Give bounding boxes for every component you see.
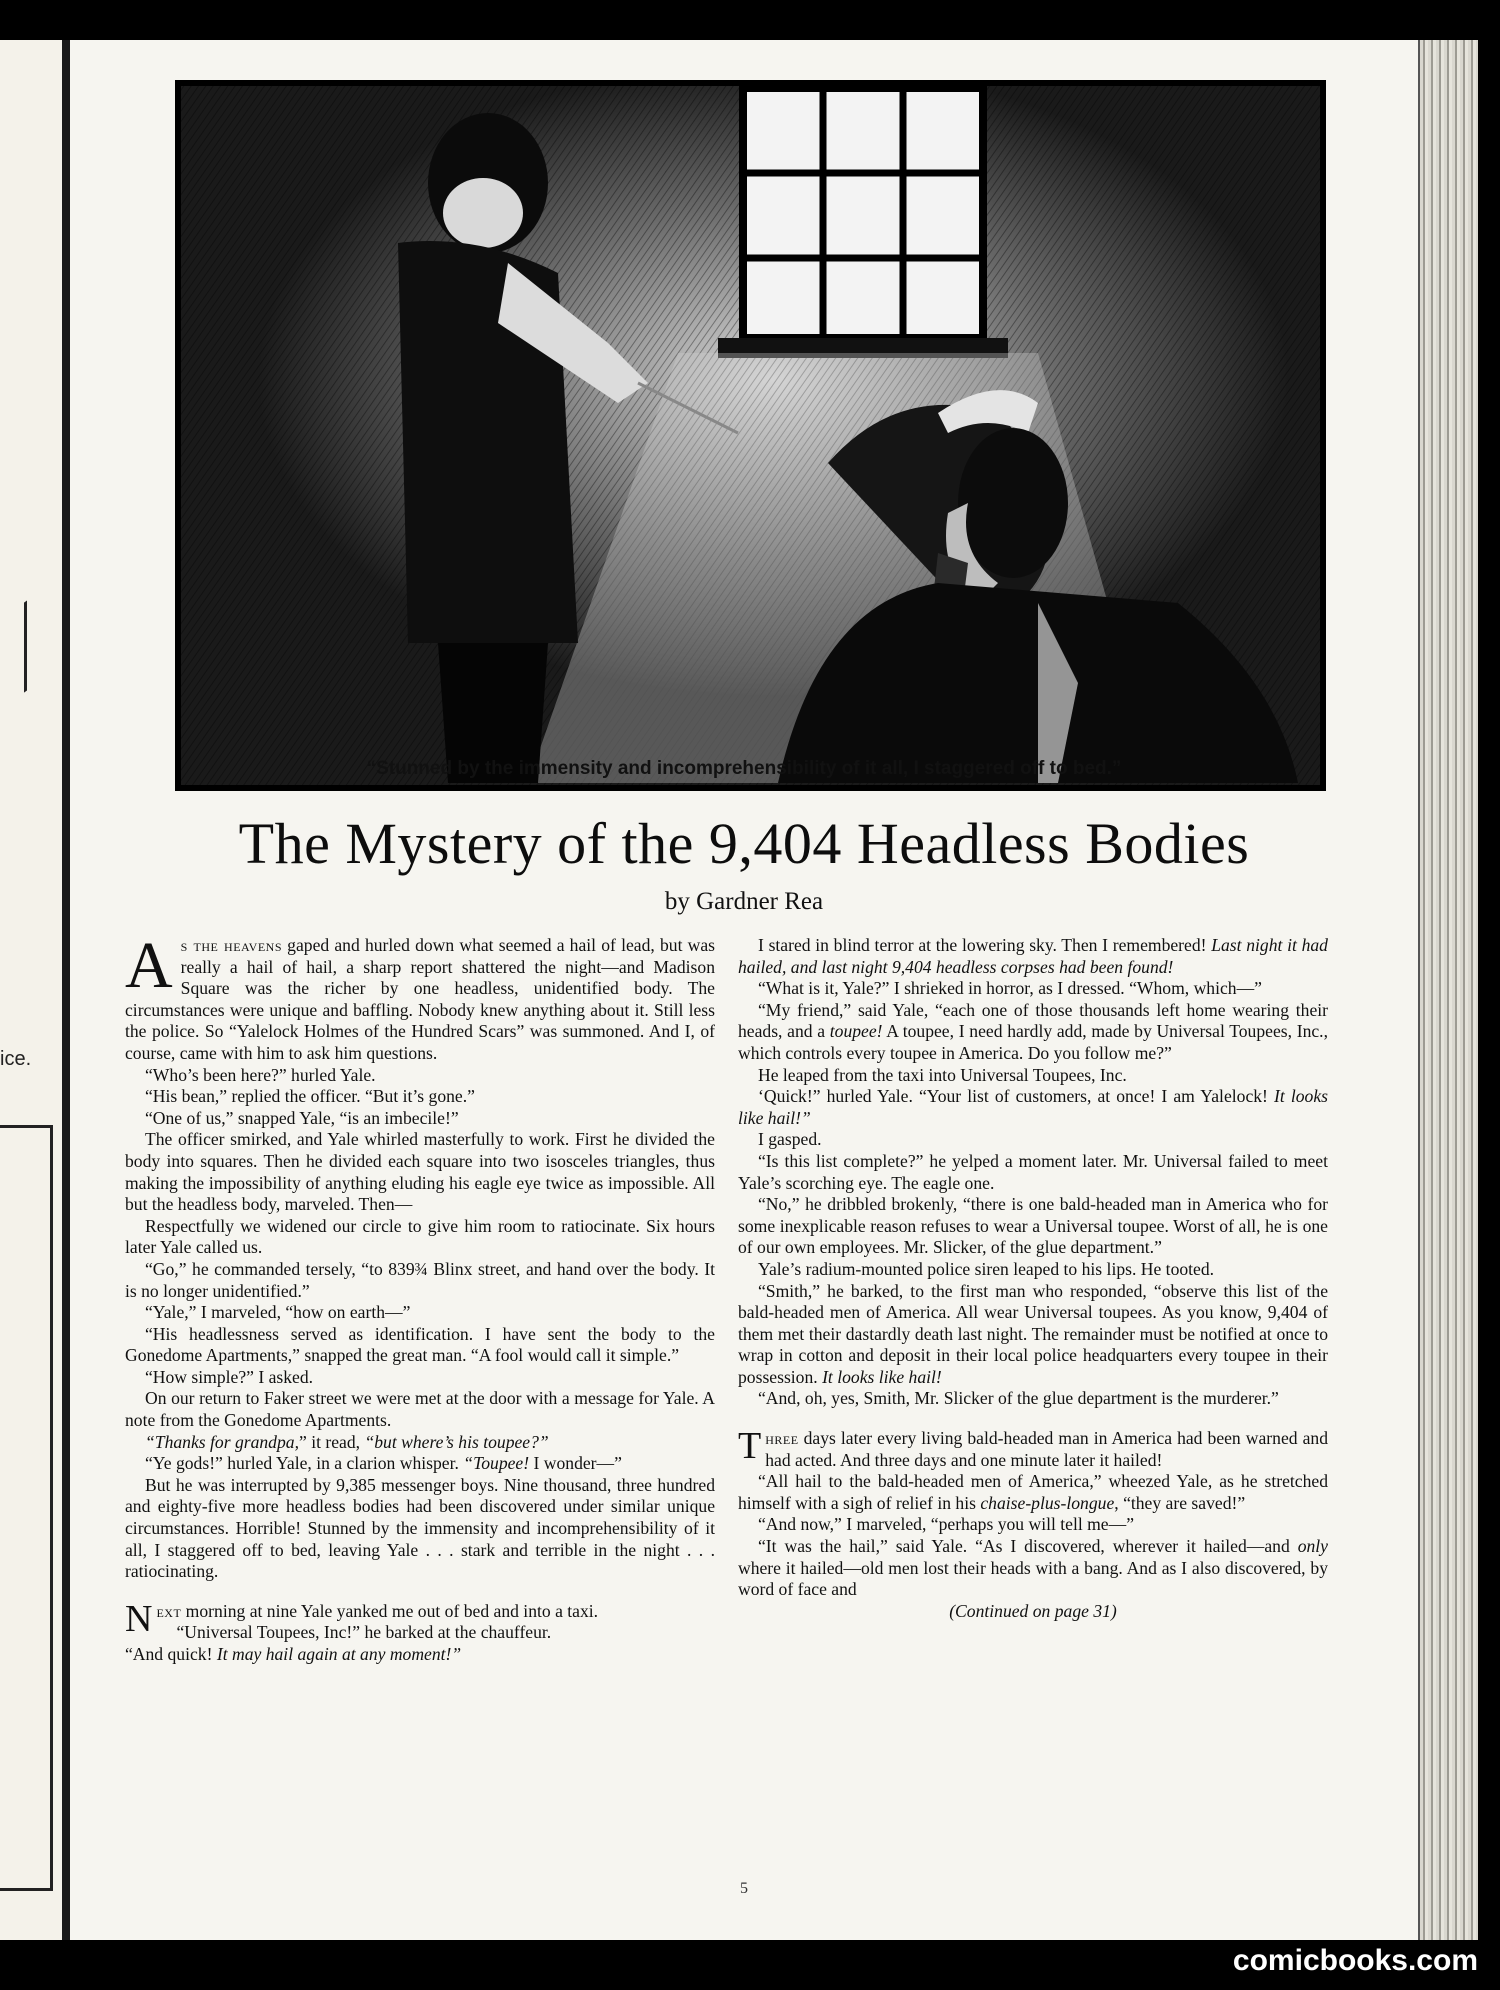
paragraph: “Universal Toupees, Inc!” he barked at the chauffeur. <box>176 1622 552 1643</box>
paragraph-text: “And quick! <box>125 1644 217 1664</box>
paragraph: Respectfully we widened our circle to give him room to ratiocinate. Six hours later Yale called us. <box>125 1215 715 1258</box>
italic-text: chaise-plus-longue <box>980 1492 1115 1513</box>
left-page-fragment: ice. <box>0 1048 32 1070</box>
right-text-column <box>738 935 1328 1622</box>
paragraph-text: ” it read, <box>298 1431 365 1452</box>
binding-gutter <box>62 40 70 1940</box>
paragraph: “How simple?” I asked. <box>145 1366 314 1387</box>
paragraph: “No,” he dribbled brokenly, “there is one bald-headed man in America who for some inexplicable reason refuses to wear a Universal toupee. Worst of all, he is one of our own employees. Mr. Slicker, of the glue department.” <box>738 1194 1328 1258</box>
paragraph: “Is this list complete?” he yelped a moment later. Mr. Universal failed to meet Yale’s scorching eye. The eagle one. <box>738 1150 1328 1193</box>
paragraph-text: where it hailed—old men lost their heads with a bang. And as I also discovered, by word of face and <box>738 1557 1328 1600</box>
italic-text: It may hail again at any moment!” <box>216 1644 462 1664</box>
paragraph: I gasped. <box>758 1129 822 1150</box>
paragraph: “His headlessness served as identification. I have sent the body to the Gonedome Apartments,” snapped the great man. “A fool would call it simple.” <box>125 1323 715 1366</box>
paragraph <box>125 1453 715 1475</box>
drop-cap: A <box>125 929 173 1002</box>
paragraph-text: “My friend,” said Yale, “each one of those thousands left home wearing their heads, and a <box>738 999 1328 1042</box>
left-page-box-border <box>0 1125 53 1891</box>
continued-note: (Continued on page 31) <box>949 1600 1117 1621</box>
paragraph <box>738 1000 1328 1065</box>
paragraph: Yale’s radium-mounted police siren leaped to his lips. He tooted. <box>758 1258 1215 1279</box>
paragraph <box>738 1536 1328 1601</box>
paragraph-opening <box>125 929 715 1065</box>
paragraph <box>738 1086 1328 1129</box>
drop-cap: N <box>125 1597 153 1640</box>
paragraph-text: days later every living bald-headed man in America had been warned and had acted. And three days and one minute later it hailed! <box>765 1428 1328 1470</box>
paragraph: “And now,” I marveled, “perhaps you will tell me—” <box>758 1514 1135 1535</box>
italic-text: “but where’s his toupee?” <box>364 1431 549 1452</box>
paragraph: But he was interrupted by 9,385 messenger boys. Nine thousand, three hundred and eighty-five more headless bodies had been discovered under similar unique circumstances. Horrible! Stunned by the immensity and incomprehensibility of it all, I staggered off to bed, leaving Yale . . . stark and terrible in the night . . . ratiocinating. <box>125 1474 715 1582</box>
page-number: 5 <box>740 1880 748 1897</box>
window <box>718 88 1008 358</box>
paragraph: “Go,” he commanded tersely, “to 839¾ Blinx street, and hand over the body. It is no longer unidentified.” <box>125 1258 715 1301</box>
paragraph <box>738 935 1328 978</box>
paragraph: The officer smirked, and Yale whirled masterfully to work. First he divided the body into squares. Then he divided each square into two isosceles triangles, thus making the impossibility of anything eluding his eagle eye twice as impossible. All but the headless body, marveled. Then— <box>125 1129 715 1215</box>
article-title: The Mystery of the 9,404 Headless Bodies <box>238 811 1250 876</box>
paragraph-text: “All hail to the bald-headed men of America,” wheezed Yale, as he stretched himself with a sigh of relief in his <box>738 1471 1328 1513</box>
italic-text: “Thanks for grandpa, <box>145 1431 299 1452</box>
left-page-bracket-mark <box>0 601 27 710</box>
article-byline: by Gardner Rea <box>664 888 824 915</box>
drop-cap: T <box>738 1425 762 1468</box>
paragraph: “What is it, Yale?” I shrieked in horror, as I dressed. “Whom, which—” <box>758 978 1262 999</box>
italic-text: “Toupee! <box>463 1453 530 1474</box>
left-text-column <box>125 929 715 1666</box>
paragraph-text: gaped and hurled down what seemed a hail of lead, but was really a hail of hail, a sharp report shattered the night—and Madison Square was the richer by one headless, unidentified body. The circumstances were unique and baffling. Nobody knew anything about it. Still less the police. So “Yalelock Holmes of the Hundred Scars” was summoned. And I, of course, came with him to ask him questions. <box>125 935 715 1063</box>
paragraph <box>125 1432 715 1454</box>
story-illustration <box>175 80 1326 791</box>
smallcaps-lead: s the heavens <box>180 935 282 955</box>
paragraph-text: I stared in blind terror at the lowering sky. Then I remembered! <box>758 935 1212 955</box>
paragraph <box>738 1281 1328 1389</box>
paragraph <box>738 1471 1328 1514</box>
paragraph-text: I wonder—” <box>529 1453 622 1474</box>
paragraph-text: “Ye gods!” hurled Yale, in a clarion whisper. <box>145 1453 464 1474</box>
site-watermark: comicbooks.com <box>1232 1944 1478 1977</box>
italic-text: only <box>1297 1536 1328 1557</box>
paragraph-text: morning at nine Yale yanked me out of bed and into a taxi. <box>181 1600 599 1621</box>
paragraph: He leaped from the taxi into Universal Toupees, Inc. <box>758 1064 1127 1085</box>
italic-text: It looks like hail! <box>822 1366 942 1387</box>
paragraph-text: “It was the hail,” said Yale. “As I discovered, wherever it hailed—and <box>758 1536 1298 1557</box>
smallcaps-lead: ext <box>156 1600 182 1621</box>
italic-text: Last night it had hailed, and last night 9,404 headless corpses had been found! <box>738 935 1328 977</box>
paragraph-text: “Smith,” he barked, to the first man who responded, “observe this list of the bald-headed men of America. All wear Universal toupees. As you know, 9,404 of them met their dastardly death last night. The remainder must be notified at once to wrap in cotton and deposit in their local police headquarters every toupee in their possession. <box>738 1280 1328 1387</box>
illustration-art <box>178 83 1323 788</box>
italic-text: toupee! <box>829 1021 883 1042</box>
paragraph: “Who’s been here?” hurled Yale. <box>145 1064 376 1085</box>
paragraph: On our return to Faker street we were met at the door with a message for Yale. A note from the Gonedome Apartments. <box>125 1388 715 1431</box>
paragraph-text: A toupee, I need hardly add, made by Universal Toupees, Inc., which controls every toupee in America. Do you follow me?” <box>738 1021 1328 1063</box>
paragraph: “Yale,” I marveled, “how on earth—” <box>145 1302 411 1323</box>
illustration-caption: “Stunned by the immensity and incomprehensibility of it all, I staggered off to bed.” <box>366 758 1122 779</box>
paragraph-section-opening <box>738 1425 1328 1471</box>
paragraph: “One of us,” snapped Yale, “is an imbecile!” <box>145 1107 459 1128</box>
page-stack-edges <box>1418 40 1478 1940</box>
paragraph <box>125 1644 715 1666</box>
left-facing-page <box>0 40 64 1940</box>
paragraph-text: ‘Quick!” hurled Yale. “Your list of customers, at once! I am Yalelock! <box>758 1086 1275 1107</box>
italic-text: It looks like hail!” <box>738 1086 1328 1128</box>
paragraph: “And, oh, yes, Smith, Mr. Slicker of the glue department is the murderer.” <box>758 1388 1279 1409</box>
smallcaps-lead: hree <box>765 1428 799 1449</box>
paragraph-text: , “they are saved!” <box>1114 1492 1246 1513</box>
paragraph: “His bean,” replied the officer. “But it’s gone.” <box>145 1086 475 1107</box>
